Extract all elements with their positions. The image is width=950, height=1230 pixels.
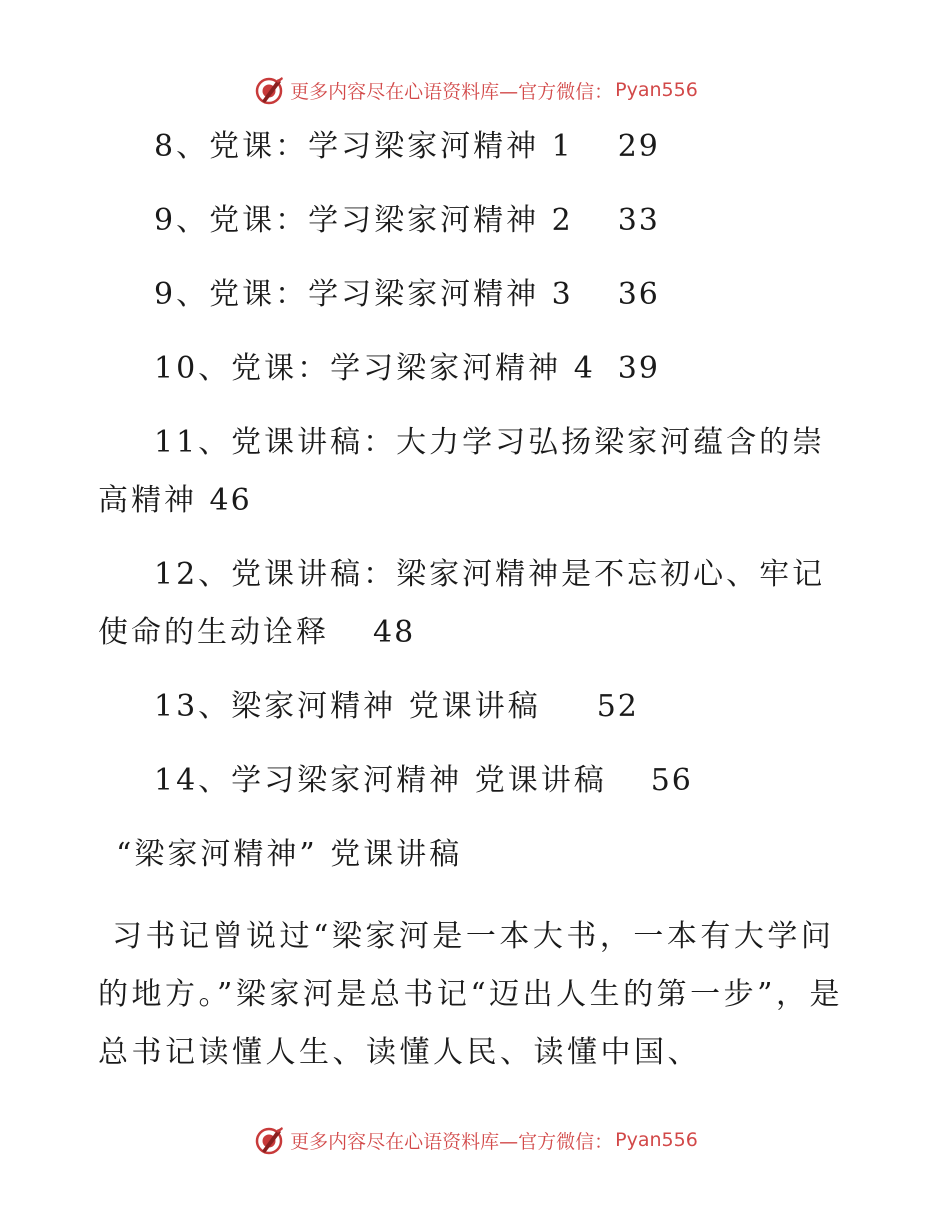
toc-item xyxy=(98,192,843,266)
toc-item xyxy=(98,546,843,678)
toc-item xyxy=(98,266,843,340)
toc-item xyxy=(98,678,843,752)
toc-item-page: 36 xyxy=(617,277,660,312)
toc-item-label: 12、党课讲稿：梁家河精神是不忘初心、牢记使命的生动诠释 xyxy=(98,557,826,650)
document-body xyxy=(98,118,843,1082)
watermark-header xyxy=(0,70,950,110)
toc-item-label: 9、党课：学习梁家河精神 3 xyxy=(154,277,574,312)
toc-item-page: 52 xyxy=(596,689,639,724)
toc-item-label: 14、学习梁家河精神 党课讲稿 xyxy=(154,763,607,798)
toc-item xyxy=(98,414,843,546)
toc-item xyxy=(98,752,843,826)
watermark-wechat-id: Pyan556 xyxy=(615,79,698,101)
toc-item-page: 46 xyxy=(209,483,252,518)
toc-item-label: 13、梁家河精神 党课讲稿 xyxy=(154,689,541,724)
toc-item-page: 29 xyxy=(617,129,660,164)
toc-item-page: 48 xyxy=(373,615,416,650)
toc-item-page: 33 xyxy=(617,203,660,238)
section-title: “梁家河精神” 党课讲稿 xyxy=(116,837,463,872)
body-paragraph: 习书记曾说过“梁家河是一本大书，一本有大学问的地方。”梁家河是总书记“迈出人生的第一步”，是总书记读懂人生、读懂人民、读懂中国、 xyxy=(98,919,844,1070)
pen-logo-icon xyxy=(252,1123,286,1157)
watermark-text: 更多内容尽在心语资料库—官方微信： xyxy=(290,80,614,103)
toc-item-label: 10、党课：学习梁家河精神 4 xyxy=(154,351,596,386)
watermark-text: 更多内容尽在心语资料库—官方微信： xyxy=(290,1130,614,1153)
watermark-footer xyxy=(0,1120,950,1160)
pen-logo-icon xyxy=(252,73,286,107)
toc-item xyxy=(98,340,843,414)
toc-item-page: 56 xyxy=(650,763,693,798)
toc-item xyxy=(98,118,843,192)
toc-item-label: 9、党课：学习梁家河精神 2 xyxy=(154,203,574,238)
toc-item-label: 8、党课：学习梁家河精神 1 xyxy=(154,129,574,164)
toc-item-label: 11、党课讲稿：大力学习弘扬梁家河蕴含的崇高精神 xyxy=(98,425,826,518)
watermark-wechat-id: Pyan556 xyxy=(615,1129,698,1151)
toc-item-page: 39 xyxy=(617,351,660,386)
